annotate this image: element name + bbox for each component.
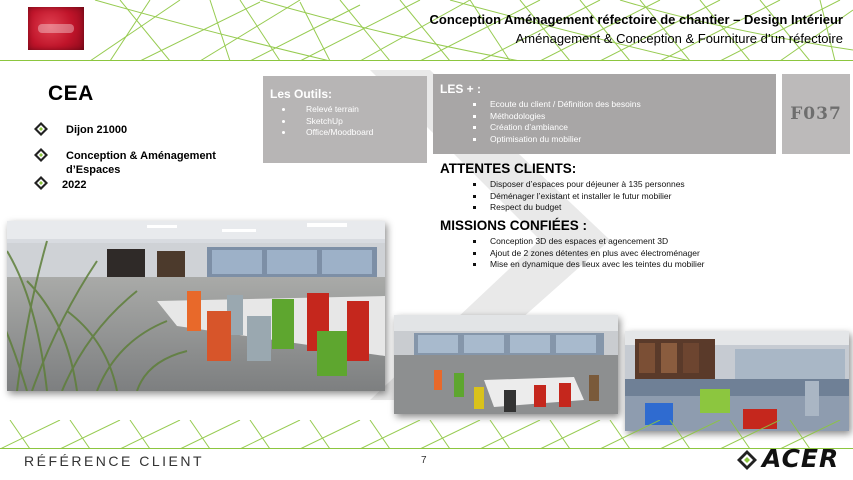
expectations-list-item: Déménager l’existant et installer le futur mobilier [468,191,685,203]
missions-list-item: Mise en dynamique des lieux avec les teintes du mobilier [468,259,705,271]
tools-list-item: SketchUp [270,116,373,128]
diamond-bullet-icon [34,148,48,162]
client-activity: Conception & Aménagement d’Espaces [66,150,216,176]
company-logo-text: ACER [762,444,840,473]
strengths-list-item: Optimisation du mobilier [468,134,641,146]
client-expectations-title: ATTENTES CLIENTS: [440,161,577,176]
missions-list-item: Ajout de 2 zones détentes en plus avec électroménager [468,248,705,260]
refectory-photo-panorama [394,315,618,414]
client-name: CEA [48,82,94,105]
relaxation-area-photo [625,331,849,431]
diamond-bullet-icon [34,176,48,190]
tools-list-item: Relevé terrain [270,104,373,116]
strengths-list [468,99,641,145]
footer-grass-decoration [0,420,853,449]
expectations-list-item: Respect du budget [468,202,685,214]
page-subtitle: Aménagement & Conception & Fourniture d’un réfectoire [515,31,843,46]
strengths-title: LES + : [440,82,482,96]
client-expectations-list [468,179,685,214]
tools-title: Les Outils: [270,87,333,101]
strengths-list-item: Création d’ambiance [468,122,641,134]
missions-list [468,236,705,271]
reference-code: F037 [790,104,842,124]
footer-divider [0,448,853,449]
missions-list-item: Conception 3D des espaces et agencement 3D [468,236,705,248]
missions-title: MISSIONS CONFIÉES : [440,218,588,233]
tools-list-item: Office/Moodboard [270,127,373,139]
diamond-bullet-icon [34,122,48,136]
acer-diamond-icon [737,450,757,470]
client-year: 2022 [62,179,87,191]
company-logo [736,445,848,475]
strengths-list-item: Méthodologies [468,111,641,123]
header-divider [0,60,853,61]
page-title: Conception Aménagement réfectoire de chantier – Design Intérieur [429,12,843,27]
tools-list [270,104,373,139]
page-number: 7 [421,455,427,466]
refectory-photo-main [7,221,385,391]
expectations-list-item: Disposer d’espaces pour déjeuner à 135 personnes [468,179,685,191]
client-location: Dijon 21000 [66,124,128,136]
strengths-list-item: Ecoute du client / Définition des besoins [468,99,641,111]
footer-reference-label: RÉFÉRENCE CLIENT [24,453,205,469]
client-logo-image [28,7,84,50]
